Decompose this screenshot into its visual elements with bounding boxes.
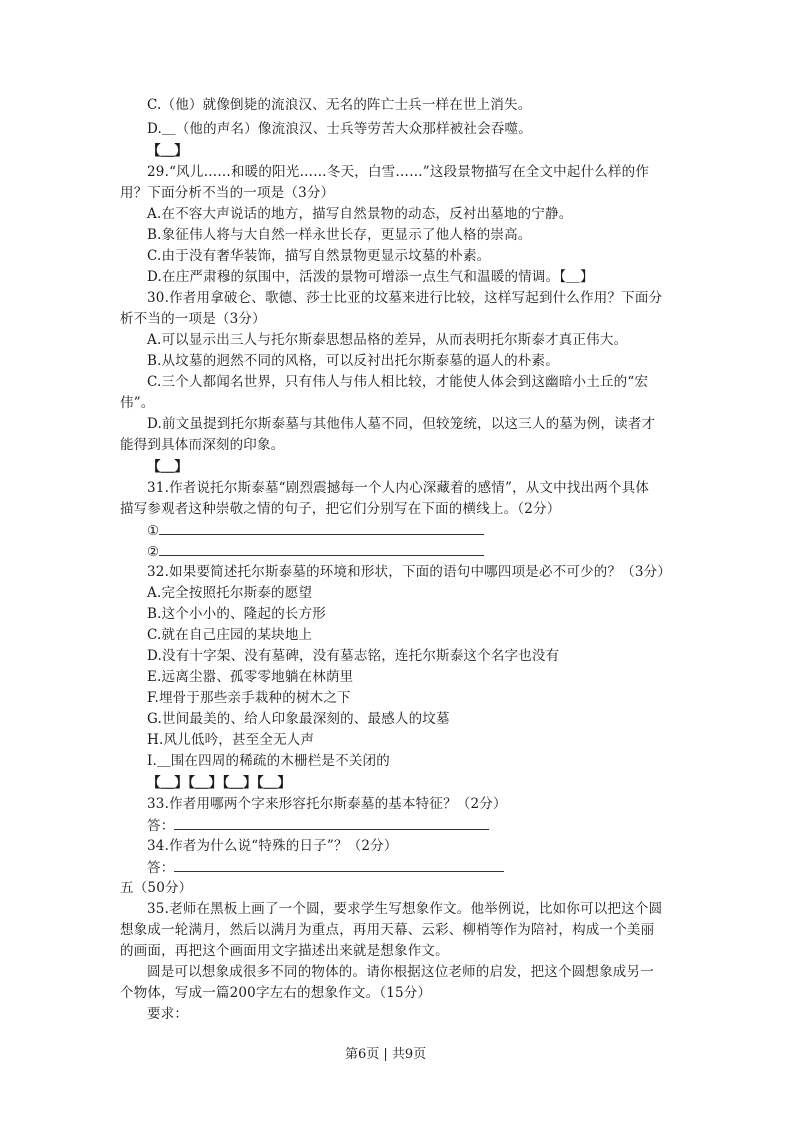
question-31-cont: 描写参观者这种崇敬之情的句子，把它们分别写在下面的横线上。（2分）: [120, 501, 561, 517]
question-35-cont-2: 的画面，再把这个画面用文字描述出来就是想象作文。: [120, 943, 449, 959]
section-five-heading: 五（50分）: [120, 880, 193, 896]
answer-label: 答：: [147, 860, 175, 876]
q30-option-c-cont: 伟”。: [120, 395, 155, 411]
answer-line-33[interactable]: [147, 815, 489, 836]
q32-option-d: D.没有十字架、没有墓碑，没有墓志铭，连托尔斯泰这个名字也没有: [147, 648, 560, 664]
question-35-para-2-cont: 个物体，写成一篇200字左右的想象作文。（15分）: [120, 985, 432, 1001]
q30-option-b: B.从坟墓的迥然不同的风格，可以反衬出托尔斯泰墓的逼人的朴素。: [147, 353, 559, 369]
q32-option-f: F.埋骨于那些亲手栽种的树木之下: [147, 690, 351, 706]
answer-brackets: 【＿】【＿】【＿】【＿】: [147, 775, 292, 791]
requirements-label: 要求：: [147, 1006, 189, 1022]
q32-option-c: C.就在自己庄园的某块地上: [147, 627, 313, 643]
answer-blank-34[interactable]: [174, 857, 504, 872]
q29-option-b: B.象征伟人将与大自然一样永世长存，更显示了他人格的崇高。: [147, 227, 532, 243]
question-31: 31.作者说托尔斯泰墓“剧烈震撼每一个人内心深藏着的感情”，从文中找出两个具体: [147, 480, 650, 496]
question-29: 29.“风儿……和暖的阳光……冬天，白雪……”这段景物描写在全文中起什么样的作: [147, 164, 650, 180]
q32-option-h: H.风儿低吟，甚至全无人声: [147, 732, 315, 748]
answer-bracket: 【＿】: [147, 143, 189, 159]
q32-option-e: E.远离尘嚣、孤零零地躺在林荫里: [147, 669, 354, 685]
question-35-cont-1: 想象成一轮满月，然后以满月为重点，再用天幕、云彩、柳梢等作为陪衬，构成一个美丽: [120, 922, 655, 938]
option-d-line: D.＿（他的声名）像流浪汉、士兵等劳苦大众那样被社会吞噬。: [147, 121, 532, 137]
answer-line-2[interactable]: [147, 541, 484, 562]
question-35-para-2: 圆是可以想象成很多不同的物体的。请你根据这位老师的启发，把这个圆想象成另一: [147, 964, 654, 980]
question-35: 35.老师在黑板上画了一个圆，要求学生写想象作文。他举例说，比如你可以把这个圆: [147, 901, 663, 917]
q29-option-c: C.由于没有奢华装饰，描写自然景物更显示坟墓的朴素。: [147, 248, 491, 264]
q32-option-i: I.＿围在四周的稀疏的木栅栏是不关闭的: [147, 753, 390, 769]
answer-bracket: 【＿】: [147, 459, 189, 475]
q30-option-d-cont: 能得到具体而深刻的印象。: [120, 437, 285, 453]
q30-option-a: A.可以显示出三人与托尔斯泰思想品格的差异，从而表明托尔斯泰才真正伟大。: [147, 332, 628, 348]
answer-blank-33[interactable]: [174, 815, 489, 830]
q32-option-b: B.这个小小的、隆起的长方形: [147, 606, 327, 622]
page-footer: 第6页 | 共9页: [345, 1047, 427, 1062]
question-29-cont: 用？下面分析不当的一项是（3分）: [120, 185, 335, 201]
question-30: 30.作者用拿破仑、歌德、莎士比亚的坟墓来进行比较，这样写起到什么作用？下面分: [147, 290, 663, 306]
option-c-line: C.（他）就像倒毙的流浪汉、无名的阵亡士兵一样在世上消失。: [147, 97, 532, 113]
answer-line-1[interactable]: [147, 520, 484, 541]
answer-line-34[interactable]: [147, 857, 504, 878]
question-32: 32.如果要简述托尔斯泰墓的环境和形状，下面的语句中哪四项是必不可少的？（3分）: [147, 564, 672, 580]
question-34: 34.作者为什么说“特殊的日子”？（2分）: [147, 838, 398, 854]
circle-number-2: ②: [147, 544, 160, 560]
q30-option-d: D.前文虽提到托尔斯泰墓与其他伟人墓不同，但较笼统，以这三人的墓为例，读者才: [147, 416, 656, 432]
answer-blank-1[interactable]: [159, 520, 484, 535]
answer-label: 答：: [147, 818, 175, 834]
question-30-cont: 析不当的一项是（3分）: [120, 311, 266, 327]
q29-option-a: A.在不容大声说话的地方，描写自然景物的动态，反衬出墓地的宁静。: [147, 206, 573, 222]
q32-option-a: A.完全按照托尔斯泰的愿望: [147, 585, 313, 601]
question-33: 33.作者用哪两个字来形容托尔斯泰墓的基本特征？（2分）: [147, 796, 507, 812]
q30-option-c: C.三个人都闻名世界，只有伟人与伟人相比较，才能使人体会到这幽暗小土丘的“宏: [147, 374, 649, 390]
circle-number-1: ①: [147, 523, 160, 539]
answer-blank-2[interactable]: [159, 541, 484, 556]
q32-option-g: G.世间最美的、给人印象最深刻的、最感人的坟墓: [147, 711, 450, 727]
q29-option-d: D.在庄严肃穆的氛围中，活泼的景物可增添一点生气和温暖的情调。【＿】: [147, 269, 594, 285]
